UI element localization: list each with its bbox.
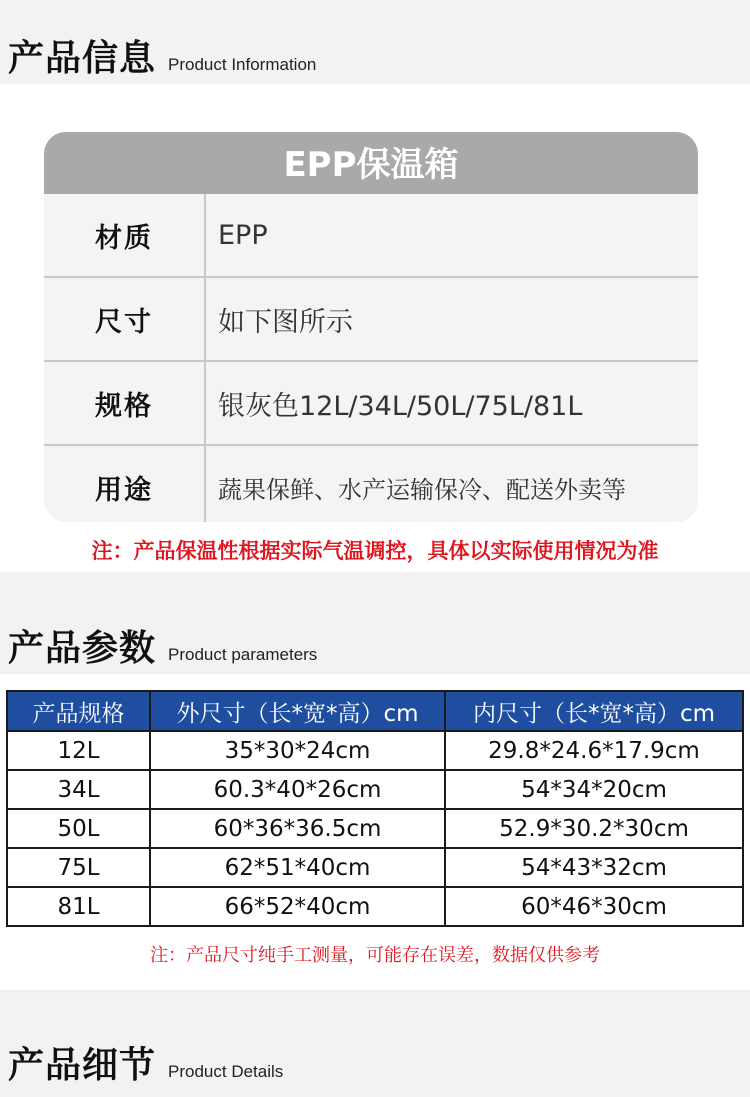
- params-table: [6, 690, 744, 927]
- params-title-en: Product parameters: [168, 645, 318, 664]
- details-section-heading: [8, 1037, 283, 1088]
- cell-inner: 52.9*30.2*30cm: [445, 809, 743, 848]
- info-title-en: Product Information: [168, 55, 317, 74]
- params-section-heading: [8, 620, 317, 671]
- info-row-spec: [44, 362, 698, 446]
- cell-spec: 12L: [7, 731, 150, 770]
- info-row-material: [44, 194, 698, 278]
- info-value: 如下图所示: [218, 306, 353, 338]
- table-row: [7, 770, 743, 809]
- cell-spec: 81L: [7, 887, 150, 926]
- cell-inner: 54*43*32cm: [445, 848, 743, 887]
- info-label: 尺寸: [44, 278, 206, 360]
- info-value: 蔬果保鲜、水产运输保冷、配送外卖等: [218, 475, 626, 504]
- product-info-card: [44, 132, 698, 522]
- params-title-cn: 产品参数: [8, 628, 157, 669]
- cell-outer: 35*30*24cm: [150, 731, 445, 770]
- cell-outer: 62*51*40cm: [150, 848, 445, 887]
- cell-inner: 29.8*24.6*17.9cm: [445, 731, 743, 770]
- cell-inner: 54*34*20cm: [445, 770, 743, 809]
- info-note: 注：产品保温性根据实际气温调控，具体以实际使用情况为准: [91, 539, 659, 563]
- cell-spec: 34L: [7, 770, 150, 809]
- table-row: [7, 809, 743, 848]
- cell-outer: 60.3*40*26cm: [150, 770, 445, 809]
- table-row: [7, 887, 743, 926]
- info-value: 银灰色12L/34L/50L/75L/81L: [218, 390, 583, 422]
- header-inner-size: 内尺寸（长*宽*高）cm: [445, 691, 743, 731]
- table-row: [7, 848, 743, 887]
- cell-spec: 75L: [7, 848, 150, 887]
- info-value: EPP: [218, 219, 268, 251]
- info-section-heading: [8, 30, 316, 81]
- cell-inner: 60*46*30cm: [445, 887, 743, 926]
- table-header-row: [7, 691, 743, 731]
- info-label: 规格: [44, 362, 206, 444]
- params-note: 注：产品尺寸纯手工测量，可能存在误差，数据仅供参考: [150, 945, 600, 966]
- card-title: EPP保温箱: [44, 132, 698, 194]
- header-spec: 产品规格: [7, 691, 150, 731]
- info-row-usage: [44, 446, 698, 522]
- info-label: 材质: [44, 194, 206, 276]
- info-label: 用途: [44, 446, 206, 522]
- cell-outer: 60*36*36.5cm: [150, 809, 445, 848]
- info-row-size: [44, 278, 698, 362]
- cell-outer: 66*52*40cm: [150, 887, 445, 926]
- details-title-en: Product Details: [168, 1062, 284, 1081]
- header-outer-size: 外尺寸（长*宽*高）cm: [150, 691, 445, 731]
- cell-spec: 50L: [7, 809, 150, 848]
- info-title-cn: 产品信息: [8, 38, 157, 79]
- table-row: [7, 731, 743, 770]
- details-title-cn: 产品细节: [8, 1045, 157, 1086]
